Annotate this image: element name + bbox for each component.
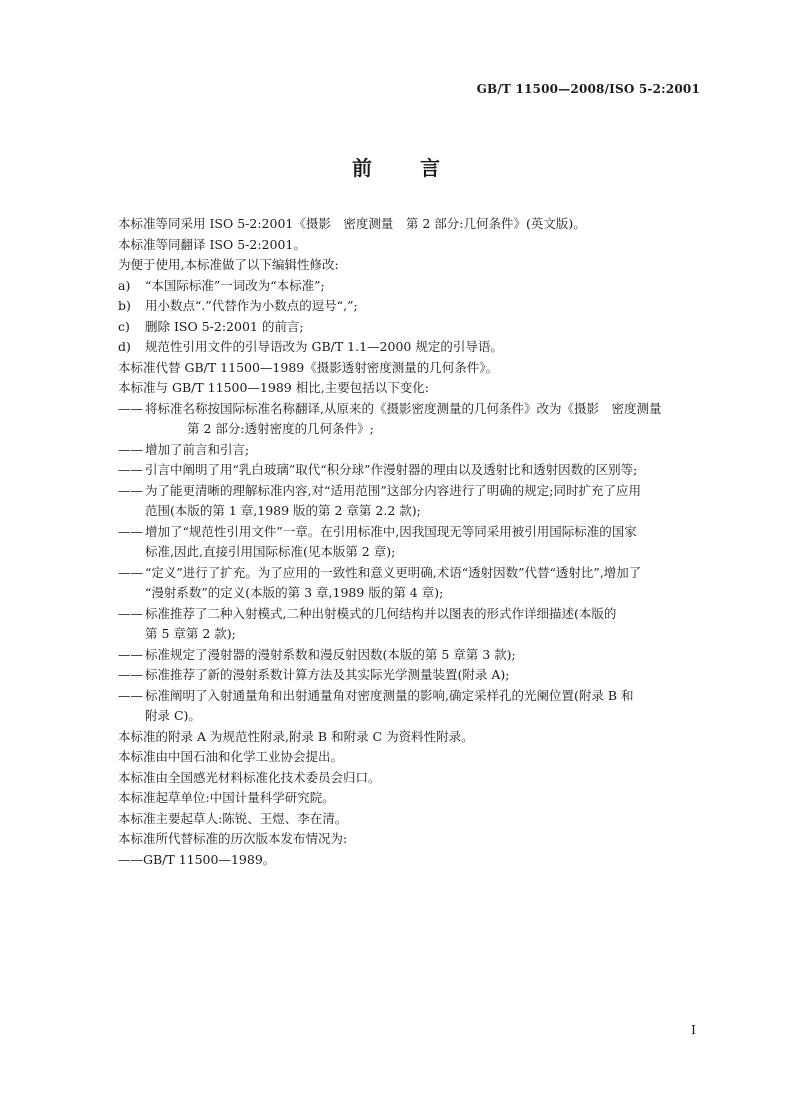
change-text: 标准推荐了二种入射模式,二种出射模式的几何结构并以图表的形式作详细描述(本版的	[145, 605, 617, 621]
change-text: 标准阐明了入射通量角和出射通量角对密度测量的影响,确定采样孔的光阑位置(附录 B 和	[145, 687, 634, 703]
dash-mark: ——	[118, 667, 143, 682]
change-text-continued: 标准,因此,直接引用国际标准(见本版第 2 章);	[145, 544, 396, 559]
page-number: I	[691, 1022, 696, 1037]
change-text-continued: 第 2 部分:透射密度的几何条件》;	[187, 421, 374, 436]
dash-mark: ——	[118, 605, 143, 621]
change-item	[118, 481, 703, 522]
paragraph: 本标准所代替标准的历次版本发布情况为:	[118, 831, 348, 846]
change-text: 将标准名称按国际标准名称翻译,从原来的《摄影密度测量的几何条件》改为《摄影 密度测量	[145, 400, 662, 416]
change-text: 引言中阐明了用“乳白玻璃”取代“积分球”作漫射器的理由以及透射比和透射因数的区别等;	[145, 462, 638, 477]
dash-mark: ——	[118, 441, 143, 457]
change-text: 增加了“规范性引用文件”一章。在引用标准中,因我国现无等同采用被引用国际标准的国家	[145, 523, 637, 539]
paragraph: 本标准起草单位:中国计量科学研究院。	[118, 790, 335, 805]
dash-mark: ——	[118, 523, 143, 539]
change-item	[118, 645, 703, 666]
page-title	[0, 152, 792, 181]
paragraph: 本标准等同翻译 ISO 5-2:2001。	[118, 236, 306, 252]
dash-mark: ——	[118, 646, 143, 662]
change-item	[118, 665, 703, 686]
dash-mark: ——	[118, 462, 143, 477]
change-text: 增加了前言和引言;	[145, 441, 250, 457]
change-item	[118, 460, 703, 481]
paragraph: 本标准的附录 A 为规范性附录,附录 B 和附录 C 为资料性附录。	[118, 728, 474, 744]
paragraph: 本标准主要起草人:陈锐、王煜、李在清。	[118, 810, 348, 826]
change-text: 标准规定了漫射器的漫射系数和漫反射因数(本版的第 5 章第 3 款);	[145, 646, 516, 662]
change-text-continued: “漫射系数”的定义(本版的第 3 章,1989 版的第 4 章);	[145, 585, 444, 600]
dash-mark: ——	[118, 482, 143, 498]
change-item	[118, 563, 703, 604]
edit-label: d)	[118, 339, 131, 354]
edit-item	[118, 276, 703, 297]
paragraph: 为便于使用,本标准做了以下编辑性修改:	[118, 257, 339, 272]
edit-text: 用小数点“.”代替作为小数点的逗号“,”;	[145, 298, 358, 313]
paragraph: 本标准由中国石油和化学工业协会提出。	[118, 749, 344, 764]
paragraph: 本标准由全国感光材料标准化技术委员会归口。	[118, 769, 381, 785]
change-text-continued: 第 5 章第 2 款);	[145, 626, 236, 641]
dash-mark: ——	[118, 400, 143, 416]
edit-item	[118, 317, 703, 338]
superseded-version: ——GB/T 11500—1989。	[118, 851, 276, 867]
change-item	[118, 440, 703, 461]
edit-text: “本国际标准”一词改为“本标准”;	[145, 277, 325, 293]
change-item	[118, 522, 703, 563]
edit-item	[118, 296, 703, 317]
change-item	[118, 604, 703, 645]
paragraph: 本标准等同采用 ISO 5-2:2001《摄影 密度测量 第 2 部分:几何条件》(英文版)。	[118, 216, 586, 231]
change-item	[118, 399, 703, 440]
edit-label: b)	[118, 298, 131, 313]
edit-text: 规范性引用文件的引导语改为 GB/T 1.1—2000 规定的引导语。	[145, 339, 503, 354]
edit-label: a)	[118, 277, 131, 293]
edit-text: 删除 ISO 5-2:2001 的前言;	[145, 318, 304, 334]
change-text-continued: 范围(本版的第 1 章,1989 版的第 2 章第 2.2 款);	[145, 503, 421, 518]
edit-label: c)	[118, 318, 130, 334]
title-char-1: 前	[352, 156, 372, 180]
standard-code: GB/T 11500—2008/ISO 5-2:2001	[476, 82, 700, 96]
dash-mark: ——	[118, 687, 143, 703]
paragraph: 本标准与 GB/T 11500—1989 相比,主要包括以下变化:	[118, 380, 429, 395]
foreword-body	[118, 214, 703, 870]
title-char-2: 言	[420, 156, 440, 180]
change-text: “定义”进行了扩充。为了应用的一致性和意义更明确,术语“透射因数”代替“透射比”,增加了	[145, 564, 642, 580]
change-text-continued: 附录 C)。	[145, 708, 201, 723]
change-text: 为了能更清晰的理解标准内容,对“适用范围”这部分内容进行了明确的规定;同时扩充了应用	[145, 482, 641, 498]
change-item	[118, 686, 703, 727]
dash-mark: ——	[118, 564, 143, 580]
change-text: 标准推荐了新的漫射系数计算方法及其实际光学测量装置(附录 A);	[145, 667, 510, 682]
paragraph: 本标准代替 GB/T 11500—1989《摄影透射密度测量的几何条件》。	[118, 359, 498, 375]
edit-item	[118, 337, 703, 358]
